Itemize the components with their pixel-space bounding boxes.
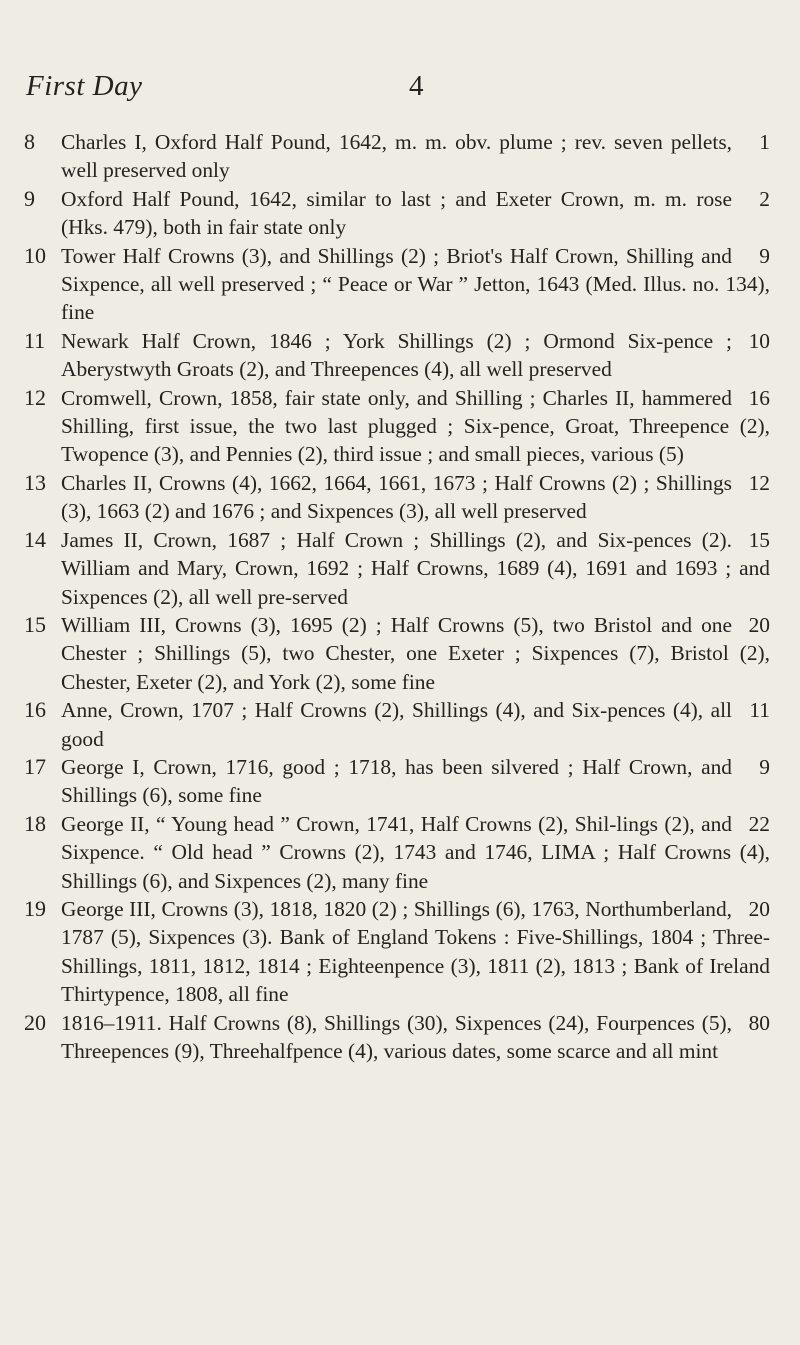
lot-description-block (61, 526, 770, 611)
lot-number: 15 (24, 611, 46, 637)
lot-description: Newark Half Crown, 1846 ; York Shillings (2) ; Ormond Six-pence ; Aberystwyth Groats (2), and Threepences (4), all well preserved (61, 328, 732, 382)
lot-number: 9 (24, 185, 35, 211)
lot-price: 10 (748, 328, 770, 353)
lot-number: 11 (24, 327, 46, 353)
lot-description: Charles I, Oxford Half Pound, 1642, m. m. obv. plume ; rev. seven pellets, well preserved only (61, 130, 732, 183)
lot-price: 9 (759, 243, 770, 268)
lot-number: 19 (24, 895, 46, 921)
lot-price: 11 (749, 698, 770, 723)
lot-price: 80 (748, 1010, 770, 1035)
lot-description-block (61, 1009, 770, 1066)
lot-item (0, 327, 800, 384)
lot-description: Cromwell, Crown, 1858, fair state only, and Shilling ; Charles II, hammered Shilling, first issue, the two last plugged ; Six-pence, Groat, Threepence (2), Twopence (3), and Pennies (2), third issue ; and small pieces, various (5) (61, 385, 770, 467)
lot-number: 20 (24, 1009, 46, 1035)
lot-price: 9 (759, 754, 770, 779)
lot-description: Charles II, Crowns (4), 1662, 1664, 1661, 1673 ; Half Crowns (2) ; Shillings (3), 1663 (2) and 1676 ; and Sixpences (3), all well preserved (61, 470, 732, 524)
lot-price: 1 (759, 130, 770, 154)
lot-description-block (61, 327, 770, 384)
lot-description: George II, “ Young head ” Crown, 1741, Half Crowns (2), Shil-lings (2), and Sixpence. “ Old head ” Crowns (2), 1743 and 1746, LIMA ; Half Crowns (4), Shillings (6), and Sixpences (2), many fine (61, 811, 770, 893)
lot-item (0, 469, 800, 526)
lot-description: George I, Crown, 1716, good ; 1718, has been silvered ; Half Crown, and Shillings (6), some fine (61, 754, 732, 808)
lot-price: 12 (748, 470, 770, 495)
lot-item (0, 895, 800, 1009)
lot-price: 16 (748, 385, 770, 410)
lot-description-block (61, 185, 770, 242)
lot-description: Tower Half Crowns (3), and Shillings (2) ; Briot's Half Crown, Shilling and Sixpence, all well preserved ; “ Peace or War ” Jetton, 1643 (Med. Illus. no. 134), fine (61, 243, 770, 325)
lot-price: 15 (748, 527, 770, 552)
lot-description-block (61, 753, 770, 810)
lot-number: 10 (24, 242, 46, 268)
lot-description-block (61, 810, 770, 895)
lot-price: 20 (748, 896, 770, 921)
lot-number: 18 (24, 810, 46, 836)
lot-description-block (61, 696, 770, 753)
lot-number: 8 (24, 129, 35, 154)
lot-number: 17 (24, 753, 46, 779)
lot-description-block (61, 242, 770, 327)
lot-item (0, 611, 800, 696)
lot-item (0, 242, 800, 327)
lot-price: 2 (759, 186, 770, 211)
page-header (0, 70, 800, 130)
lot-item (0, 526, 800, 611)
day-title: First Day (26, 70, 143, 102)
lot-item (0, 185, 800, 242)
lot-description-block (61, 895, 770, 1009)
lot-item (0, 1009, 800, 1066)
lot-item (0, 753, 800, 810)
lot-description: 1816–1911. Half Crowns (8), Shillings (30), Sixpences (24), Fourpences (5), Threepences (9), Threehalfpence (4), various dates, some scarce and all mint (61, 1010, 732, 1063)
lot-description: Oxford Half Pound, 1642, similar to last ; and Exeter Crown, m. m. rose (Hks. 479), both in fair state only (61, 186, 732, 240)
lot-description-block (61, 384, 770, 469)
lot-item (0, 696, 800, 753)
lot-description-block (61, 469, 770, 526)
lot-item (0, 128, 800, 185)
lot-number: 16 (24, 697, 46, 723)
lot-number: 12 (24, 384, 46, 410)
lot-list (0, 128, 800, 1065)
page-number: 4 (409, 70, 424, 102)
lot-description: James II, Crown, 1687 ; Half Crown ; Shillings (2), and Six-pences (2). William and Mary, Crown, 1692 ; Half Crowns, 1689 (4), 1691 and 1693 ; and Sixpences (2), all well pre-served (61, 527, 770, 609)
lot-number: 14 (24, 526, 46, 552)
lot-item (0, 810, 800, 895)
lot-description: George III, Crowns (3), 1818, 1820 (2) ; Shillings (6), 1763, Northumberland, 1787 (5), Sixpences (3). Bank of England Tokens : Five-Shillings, 1804 ; Three-Shillings, 1811, 1812, 1814 ; Eighteenpence (3), 1811 (2), 1813 ; Bank of Ireland Thirtypence, 1808, all fine (61, 896, 770, 1007)
lot-description-block (61, 128, 770, 185)
lot-item (0, 384, 800, 469)
lot-description: William III, Crowns (3), 1695 (2) ; Half Crowns (5), two Bristol and one Chester ; Shillings (5), two Chester, one Exeter ; Sixpences (7), Bristol (2), Chester, Exeter (2), and York (2), some fine (61, 612, 770, 694)
lot-number: 13 (24, 469, 46, 495)
lot-description-block (61, 611, 770, 696)
lot-description: Anne, Crown, 1707 ; Half Crowns (2), Shillings (4), and Six-pences (4), all good (61, 698, 732, 751)
lot-price: 22 (748, 811, 770, 836)
lot-price: 20 (748, 612, 770, 637)
